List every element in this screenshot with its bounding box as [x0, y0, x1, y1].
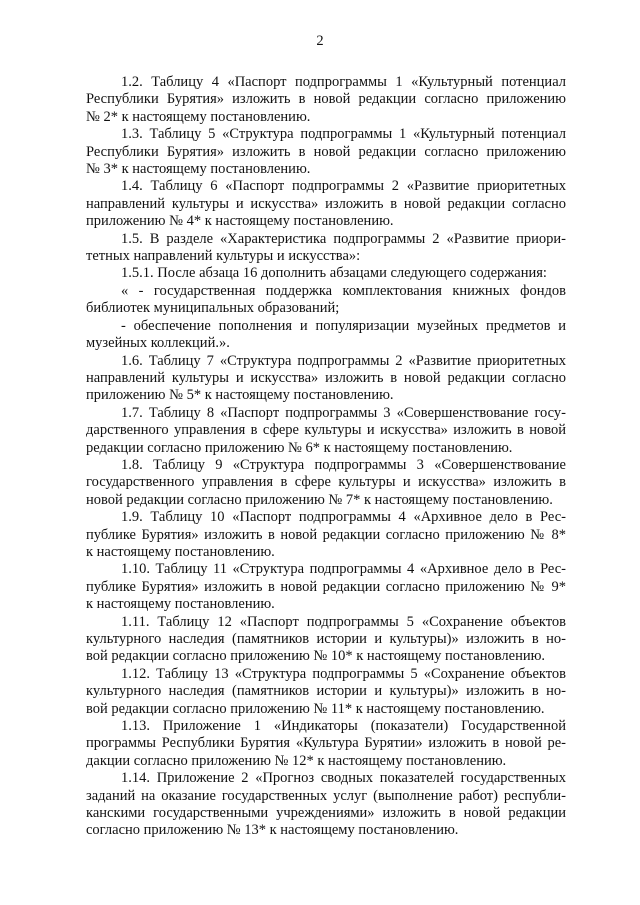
paragraph	[86, 283, 566, 318]
paragraph-line: № 2* к настоящему постановлению.	[86, 108, 311, 125]
paragraph-line: библиотек муниципальных образований;	[86, 300, 340, 317]
paragraph-line: к настоящему постановлению.	[86, 543, 275, 560]
paragraph-line: направлений культуры и искусства» изложить в новой редакции согласно	[86, 369, 566, 386]
paragraph-line: 1.11. Таблицу 12 «Паспорт подпрограммы 5 «Сохранение объектов	[121, 613, 566, 630]
paragraph-line: канскими государственными учреждениями» изложить в новой редакции	[86, 805, 566, 822]
paragraph	[86, 126, 566, 178]
paragraph-line: 1.4. Таблицу 6 «Паспорт подпрограммы 2 «Развитие приоритетных	[121, 178, 566, 195]
paragraph	[86, 353, 566, 405]
paragraph-line: - обеспечение пополнения и популяризации музейных предметов и	[121, 317, 566, 334]
paragraph	[86, 265, 566, 282]
paragraph-line: направлений культуры и искусства» изложить в новой редакции согласно	[86, 195, 566, 212]
paragraph-line: 1.7. Таблицу 8 «Паспорт подпрограммы 3 «Совершенствование госу-	[121, 404, 566, 421]
paragraph-line: Республики Бурятия» изложить в новой редакции согласно приложению	[86, 91, 566, 108]
paragraph-line: согласно приложению № 13* к настоящему постановлению.	[86, 822, 459, 839]
paragraph	[86, 231, 566, 266]
paragraph-line: новой редакции согласно приложению № 7* к настоящему постановлению.	[86, 491, 553, 508]
paragraph-line: приложению № 4* к настоящему постановлению.	[86, 213, 394, 230]
paragraph	[86, 74, 566, 126]
paragraph-line: 1.9. Таблицу 10 «Паспорт подпрограммы 4 «Архивное дело в Рес-	[121, 509, 566, 526]
paragraph	[86, 405, 566, 457]
paragraph-line: музейных коллекций.».	[86, 335, 230, 352]
paragraph-line: культурного наследия (памятников истории и культуры)» изложить в но-	[86, 631, 566, 647]
paragraph-line: Республики Бурятия» изложить в новой редакции согласно приложению	[86, 143, 566, 160]
paragraph	[86, 614, 566, 666]
paragraph	[86, 318, 566, 353]
paragraph	[86, 457, 566, 509]
paragraph-line: государственного управления в сфере культуры и искусства» изложить в	[86, 474, 566, 491]
paragraph-line: « - государственная поддержка комплектования книжных фондов	[121, 282, 566, 299]
paragraph-line: к настоящему постановлению.	[86, 596, 275, 613]
paragraph-line: 1.2. Таблицу 4 «Паспорт подпрограммы 1 «Культурный потенциал	[121, 74, 566, 90]
paragraph-line: дарственного управления в сфере культуры и искусства» изложить в новой	[86, 422, 566, 439]
paragraph-line: 1.6. Таблицу 7 «Структура подпрограммы 2 «Развитие приоритетных	[121, 352, 566, 369]
paragraph-line: заданий на оказание государственных услуг (выполнение работ) республи-	[86, 787, 566, 804]
paragraph-line: редакции согласно приложению № 6* к настоящему постановлению.	[86, 439, 513, 456]
paragraph-line: 1.12. Таблицу 13 «Структура подпрограммы 5 «Сохранение объектов	[121, 665, 566, 682]
paragraph-line: 1.14. Приложение 2 «Прогноз сводных показателей государственных	[121, 770, 566, 787]
paragraph-line: вой редакции согласно приложению № 11* к настоящему постановлению.	[86, 700, 545, 717]
paragraph	[86, 666, 566, 718]
paragraph	[86, 561, 566, 613]
paragraph-line: дакции согласно приложению № 12* к настоящему постановлению.	[86, 752, 507, 769]
paragraph-line: 1.13. Приложение 1 «Индикаторы (показатели) Государственной	[121, 718, 566, 735]
paragraph-line: публике Бурятия» изложить в новой редакции согласно приложению № 8*	[86, 526, 566, 543]
paragraph-line: приложению № 5* к настоящему постановлению.	[86, 387, 394, 404]
paragraph	[86, 718, 566, 770]
paragraph-line: тетных направлений культуры и искусства»:	[86, 248, 361, 265]
document-body	[86, 74, 566, 840]
paragraph	[86, 509, 566, 561]
paragraph-line: вой редакции согласно приложению № 10* к настоящему постановлению.	[86, 648, 546, 665]
paragraph-line: № 3* к настоящему постановлению.	[86, 161, 311, 178]
paragraph-line: 1.5.1. После абзаца 16 дополнить абзацами следующего содержания:	[121, 265, 547, 282]
paragraph-line: программы Республики Бурятия «Культура Бурятии» изложить в новой ре-	[86, 735, 566, 752]
paragraph-line: 1.10. Таблицу 11 «Структура подпрограммы 4 «Архивное дело в Рес-	[121, 561, 566, 578]
page-number: 2	[316, 33, 324, 49]
paragraph	[86, 770, 566, 840]
paragraph-line: 1.3. Таблицу 5 «Структура подпрограммы 1 «Культурный потенциал	[121, 126, 566, 143]
paragraph	[86, 178, 566, 230]
paragraph-line: публике Бурятия» изложить в новой редакции согласно приложению № 9*	[86, 578, 566, 595]
paragraph-line: 1.8. Таблицу 9 «Структура подпрограммы 3 «Совершенствование	[121, 456, 566, 473]
paragraph-line: культурного наследия (памятников истории и культуры)» изложить в но-	[86, 683, 566, 700]
paragraph-line: 1.5. В разделе «Характеристика подпрограммы 2 «Развитие приори-	[121, 230, 566, 247]
